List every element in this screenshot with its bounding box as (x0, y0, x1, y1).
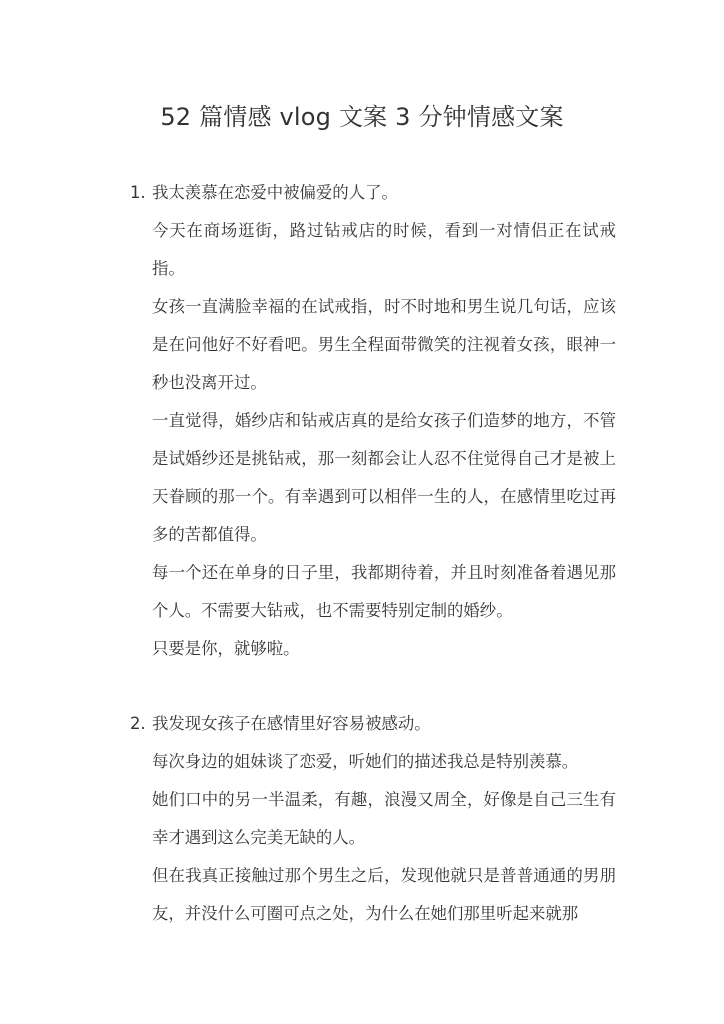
paragraph: 只要是你，就够啦。 (152, 639, 300, 658)
paragraph: 一直觉得，婚纱店和钻戒店真的是给女孩子们造梦的地方，不管是试婚纱还是挑钻戒，那一刻都会让人忍不住觉得自己才是被上天眷顾的那一个。有幸遇到可以相伴一生的人，在感情里吃过再多的苦都值得。 (152, 411, 616, 544)
document-title: 52 篇情感 vlog 文案 3 分钟情感文案 (160, 103, 564, 131)
section-heading (130, 174, 620, 212)
paragraph: 女孩一直满脸幸福的在试戒指，时不时地和男生说几句话，应该是在问他好不好看吧。男生全程面带微笑的注视着女孩，眼神一秒也没离开过。 (152, 297, 616, 392)
paragraph: 但在我真正接触过那个男生之后，发现他就只是普普通通的男朋友，并没什么可圈可点之处，为什么在她们那里听起来就那 (152, 866, 616, 923)
section-heading (130, 705, 620, 743)
section-2 (130, 705, 620, 933)
paragraph: 每次身边的姐妹谈了恋爱，听她们的描述我总是特别羡慕。 (152, 752, 579, 771)
heading-text: 我发现女孩子在感情里好容易被感动。 (152, 714, 431, 733)
paragraph: 今天在商场逛街，路过钻戒店的时候，看到一对情侣正在试戒指。 (152, 221, 616, 278)
paragraph: 每一个还在单身的日子里，我都期待着，并且时刻准备着遇见那个人。不需要大钻戒，也不需要特别定制的婚纱。 (152, 563, 616, 620)
paragraph: 她们口中的另一半温柔，有趣，浪漫又周全，好像是自己三生有幸才遇到这么完美无缺的人。 (152, 790, 616, 847)
heading-text: 我太羡慕在恋爱中被偏爱的人了。 (152, 183, 398, 202)
list-number: 1. (130, 183, 146, 202)
list-number: 2. (130, 714, 146, 733)
section-1 (130, 174, 620, 668)
